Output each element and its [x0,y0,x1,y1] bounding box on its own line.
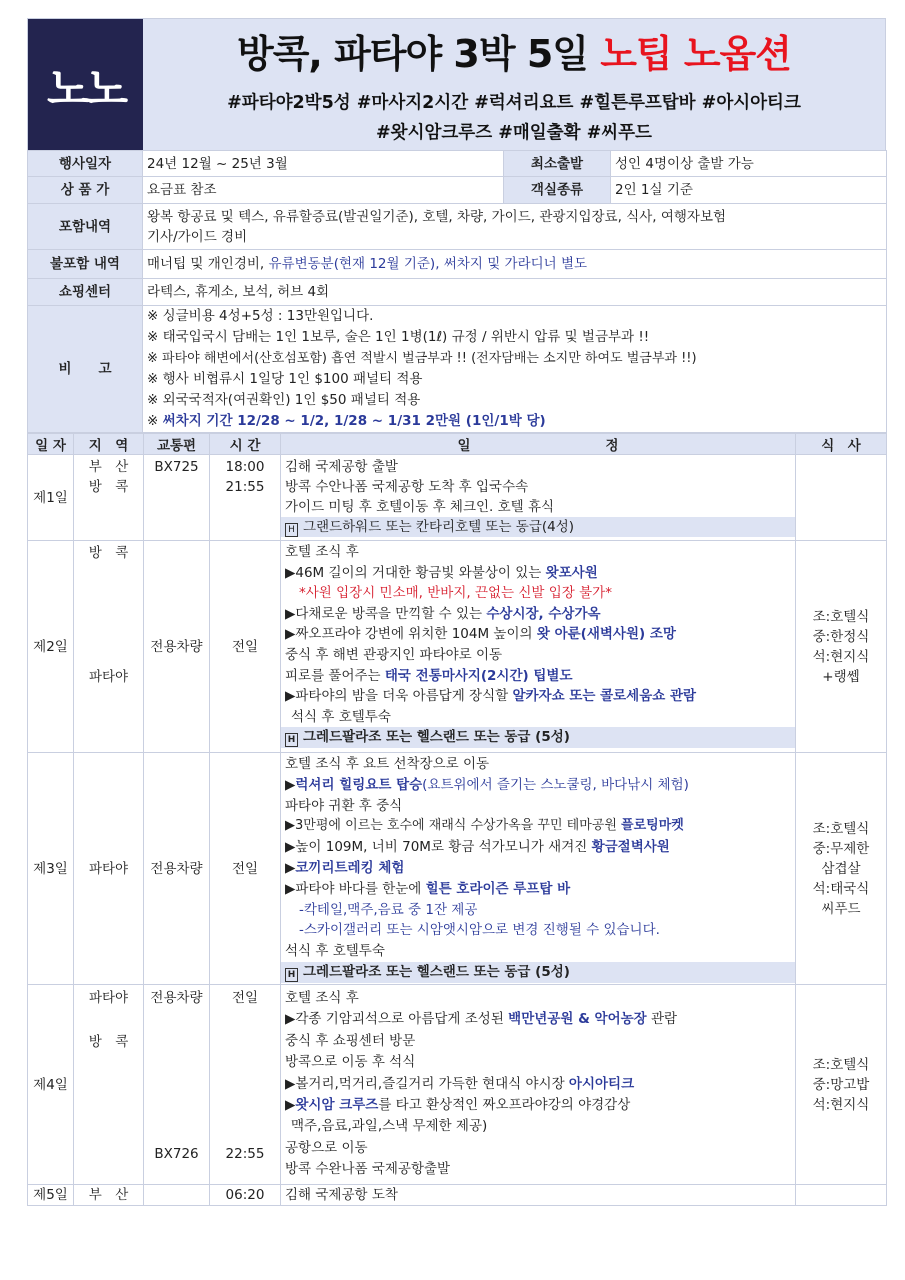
page-title [143,23,885,78]
transport-cell: 전용차량 [144,753,210,985]
min-departure-label: 최소출발 [504,151,611,177]
hotel-line [281,727,795,748]
col-time: 시 간 [210,434,281,455]
highlight-text: 알카자쇼 또는 콜로세움쇼 관람 [512,688,697,705]
col-transport: 교통편 [144,434,210,455]
schedule-line: 호텔 조식 후 [285,544,359,560]
price-label: 상 품 가 [28,177,143,204]
warning-line: *사원 입장시 민소매, 반바지, 끈없는 신발 입장 불가* [299,585,612,602]
day-label: 제5일 [28,1185,74,1206]
region: 방 콕 [88,545,129,561]
schedule-line: 가이드 미팅 후 호텔이동 후 체크인. 호텔 휴식 [285,499,555,515]
excluded-label: 불포함 내역 [28,250,143,279]
day-label: 제3일 [28,753,74,985]
col-meal: 식 사 [796,434,887,455]
meal-item: 삼겹살 [821,860,861,877]
schedule-line: 파타야 귀환 후 중식 [285,797,403,814]
schedule-text: (요트위에서 즐기는 스노쿨링, 바다낚시 체험) [422,776,689,793]
schedule-line: 방콕 수안나폼 국제공항 도착 후 입국수속 [285,479,529,495]
day-row-1 [28,455,887,541]
shopping-label: 쇼핑센터 [28,279,143,306]
transport-cell [144,1185,210,1206]
time-cell: 전일 [210,541,281,753]
room-label: 객실종류 [504,177,611,204]
highlight-text: 아시아티크 [568,1075,635,1092]
meal-cell [796,455,887,541]
period-label: 행사일자 [28,151,143,177]
schedule-cell [281,753,796,985]
schedule-text: ▶각종 기암괴석으로 아름답게 조성된 [285,1011,509,1028]
schedule-line: -스카이갤러리 또는 시암앳시암으로 변경 진행될 수 있습니다. [299,922,660,939]
schedule-text: ▶ [285,776,296,793]
schedule-line: 중식 후 해변 관광지인 파타야로 이동 [285,646,503,663]
notes-value [143,306,887,433]
meal-cell [796,753,887,985]
schedule-line [285,879,791,900]
day-row-4 [28,985,887,1185]
schedule-line [285,604,791,625]
brand-logo: 노노 [28,19,143,150]
schedule-text: ▶다채로운 방콕을 만끽할 수 있는 [285,605,487,622]
schedule-line: 방콕 수완나폼 국제공항출발 [285,1161,451,1178]
time: 22:55 [225,1146,265,1162]
schedule-line: 석식 후 호텔투숙 [285,943,385,960]
schedule-line: 김해 국제공항 출발 [285,459,398,475]
schedule-text: ▶볼거리,먹거리,즐길거리 가득한 현대식 야시장 [285,1075,569,1092]
day-label: 제2일 [28,541,74,753]
highlight-text: 황금절벽사원 [591,839,670,856]
hotel-line [281,517,795,537]
meal-item: 석:현지식 [812,1096,870,1113]
meal-item: +랭쎕 [822,668,860,685]
room-value: 2인 1실 기준 [611,177,887,204]
note-line: ※ 행사 비협류시 1일당 1인 $100 패널티 적용 [147,371,423,387]
highlight-text: 플로팅마켓 [621,818,684,834]
region-cell: 부 산 [74,1185,144,1206]
hashtags-line-1: #파타야2박5성 #마사지2시간 #럭셔리요트 #힐튼루프탑바 #아시아티크 [227,93,801,113]
note-line: ※ 싱글비용 4성+5성 : 13만원입니다. [147,308,374,324]
meal-cell [796,541,887,753]
highlight-text: 수상시장, 수상가옥 [486,605,601,622]
excluded-value [143,250,887,279]
day-row-2 [28,541,887,753]
hotel-name: 그레드팔라조 또는 헬스랜드 또는 동급 (5성) [303,729,570,746]
schedule-line [285,563,791,584]
schedule-line: 호텔 조식 후 요트 선착장으로 이동 [285,756,490,772]
time: 18:00 [225,459,265,475]
note-line: ※ 태국입국시 담배는 1인 1보루, 술은 1인 1병(1ℓ) 규정 / 위반시 압류 및 벌금부과 !! [147,329,650,345]
region: 방 콕 [88,1034,129,1050]
meal-cell [796,985,887,1185]
schedule-line: 맥주,음료,과일,스낵 무제한 제공) [291,1118,488,1135]
schedule-line [285,858,791,879]
highlight-text: 왓포사원 [545,564,598,581]
meal-item: 석:태국식 [812,880,870,897]
highlight-text: 태국 전통마사지(2시간) 팁별도 [384,667,573,684]
meal-item: 조:호텔식 [812,608,870,625]
hotel-line [281,962,795,983]
region-cell: 파타야 [74,753,144,985]
schedule-text: 관람 [646,1011,678,1028]
highlight-text: 왓시암 크루즈 [295,1097,379,1114]
region: 방 콕 [88,479,129,495]
note-line: ※ 외국국적자(여권확인) 1인 $50 패널티 적용 [147,392,421,408]
schedule-line [285,837,791,858]
time-cell [210,985,281,1185]
hashtags-line-2: #왓시암크루즈 #매일출확 #씨푸드 [376,123,652,143]
schedule-text: ▶46M 길이의 거대한 황금빛 와불상이 있는 [285,564,546,581]
schedule-line [285,686,791,707]
col-day: 일 자 [28,434,74,455]
schedule-line [285,1095,791,1116]
shopping-value: 라텍스, 휴게소, 보석, 허브 4회 [143,279,887,306]
highlight-text: 백만년공원 & 악어농장 [508,1011,647,1028]
meal-item: 조:호텔식 [812,820,870,837]
schedule-line: 방콕으로 이동 후 석식 [285,1054,416,1071]
hotel-name: 그레드팔라조 또는 헬스랜드 또는 동급 (5성) [303,963,570,980]
region-cell [74,541,144,753]
schedule-line: 호텔 조식 후 [285,990,359,1006]
title-main: 방콕, 파타야 3박 5일 [237,32,588,76]
period-value: 24년 12월 ~ 25년 3월 [143,151,504,177]
transport: BX726 [154,1146,199,1162]
schedule-line [285,1009,791,1030]
schedule-line: 공항으로 이동 [285,1139,368,1156]
included-line-2: 기사/가이드 경비 [147,228,248,245]
included-label: 포함내역 [28,204,143,250]
time: 21:55 [225,479,265,495]
min-departure-value: 성인 4명이상 출발 가능 [611,151,887,177]
day-label: 제1일 [28,455,74,541]
schedule-text: 피로를 풀어주는 [285,667,385,684]
schedule-line: -칵테일,맥주,음료 중 1잔 제공 [299,901,478,918]
day-label: 제4일 [28,985,74,1185]
schedule-line [285,666,791,687]
time-cell [210,455,281,541]
schedule-line [285,775,791,796]
schedule-cell [281,541,796,753]
itinerary-table [27,433,887,1206]
hotel-name: 그랜드하워드 또는 칸타리호텔 또는 동급(4성) [303,519,575,535]
meal-item: 씨푸드 [821,900,861,917]
day-row-3 [28,753,887,985]
schedule-text: ▶ [285,1097,296,1114]
transport-cell [144,985,210,1185]
price-value: 요금표 참조 [143,177,504,204]
meal-item: 석:현지식 [812,648,870,665]
schedule-cell [281,455,796,541]
col-region: 지 역 [74,434,144,455]
excluded-text-a: 매너팁 및 개인경비, [147,256,269,272]
region-cell [74,455,144,541]
schedule-line [285,624,791,645]
schedule-line [285,1074,791,1095]
time-cell: 06:20 [210,1185,281,1206]
region: 부 산 [88,459,129,475]
highlight-text: 왓 아룬(새벽사원) 조망 [536,626,676,643]
meal-item: 중:망고밥 [812,1076,870,1093]
hotel-icon: H [285,968,298,982]
info-table [27,150,887,433]
schedule-text: ▶파타야의 밤을 더욱 아름답게 장식할 [285,688,513,705]
hotel-icon: H [285,523,298,537]
title-box [143,19,885,150]
hotel-icon: H [285,733,298,747]
schedule-cell: 김해 국제공항 도착 [281,1185,796,1206]
meal-cell [796,1185,887,1206]
time-cell: 전일 [210,753,281,985]
col-schedule: 일 정 [281,434,796,455]
surcharge-period: 써차지 기간 12/28 ~ 1/2, 1/28 ~ 1/31 2만원 (1인/1박 당) [162,413,546,429]
schedule-text: ▶ [285,859,296,876]
note-mark: ※ [147,413,163,429]
hashtags [143,88,885,148]
note-line: ※ 파타야 해변에서(산호섬포함) 흡연 적발시 벌금부과 !! (전자담배는 소지만 하여도 벌금부과 !!) [147,351,697,366]
schedule-text: 를 타고 환상적인 짜오프라야강의 야경감상 [378,1097,631,1114]
schedule-line: 중식 후 쇼핑센터 방문 [285,1032,416,1049]
region-cell [74,985,144,1185]
notes-label: 비 고 [28,306,143,433]
meal-item: 중:한정식 [812,628,870,645]
transport-cell: 전용차량 [144,541,210,753]
included-line-1: 왕복 항공료 및 텍스, 유류할증료(발권일기준), 호텔, 차량, 가이드, 관광지입장료, 식사, 여행자보험 [147,208,727,225]
transport-cell: BX725 [144,455,210,541]
region: 파타야 [88,990,129,1006]
schedule-text: ▶3만평에 이르는 호수에 재래식 수상가옥을 꾸민 테마공원 [285,818,622,834]
meal-item: 중:무제한 [812,840,870,857]
meal-item: 조:호텔식 [812,1056,870,1073]
time: 전일 [231,990,259,1006]
note-line-surcharge [147,411,882,432]
included-value [143,204,887,250]
schedule-text: ▶파타야 바다를 한눈에 [285,880,426,897]
highlight-text: 힐튼 호라이즌 루프탑 바 [425,880,571,897]
title-accent: 노팁 노옵션 [600,32,791,76]
day-row-5 [28,1185,887,1206]
schedule-line [285,816,791,837]
transport: 전용차량 [150,990,203,1006]
schedule-cell [281,985,796,1185]
itinerary-document [27,18,886,1206]
region: 파타야 [88,669,129,685]
header [27,18,886,150]
highlight-text: 럭셔리 힐링요트 탑승 [295,776,423,793]
schedule-text: ▶높이 109M, 너비 70M로 황금 석가모니가 새겨진 [285,839,592,856]
schedule-text: ▶짜오프라야 강변에 위치한 104M 높이의 [285,626,537,643]
highlight-text: 코끼리트레킹 체험 [295,859,405,876]
schedule-line: 석식 후 호텔투숙 [291,708,391,725]
excluded-text-b: 유류변동분(현재 12월 기준), 써차지 및 가라디너 별도 [268,256,588,272]
